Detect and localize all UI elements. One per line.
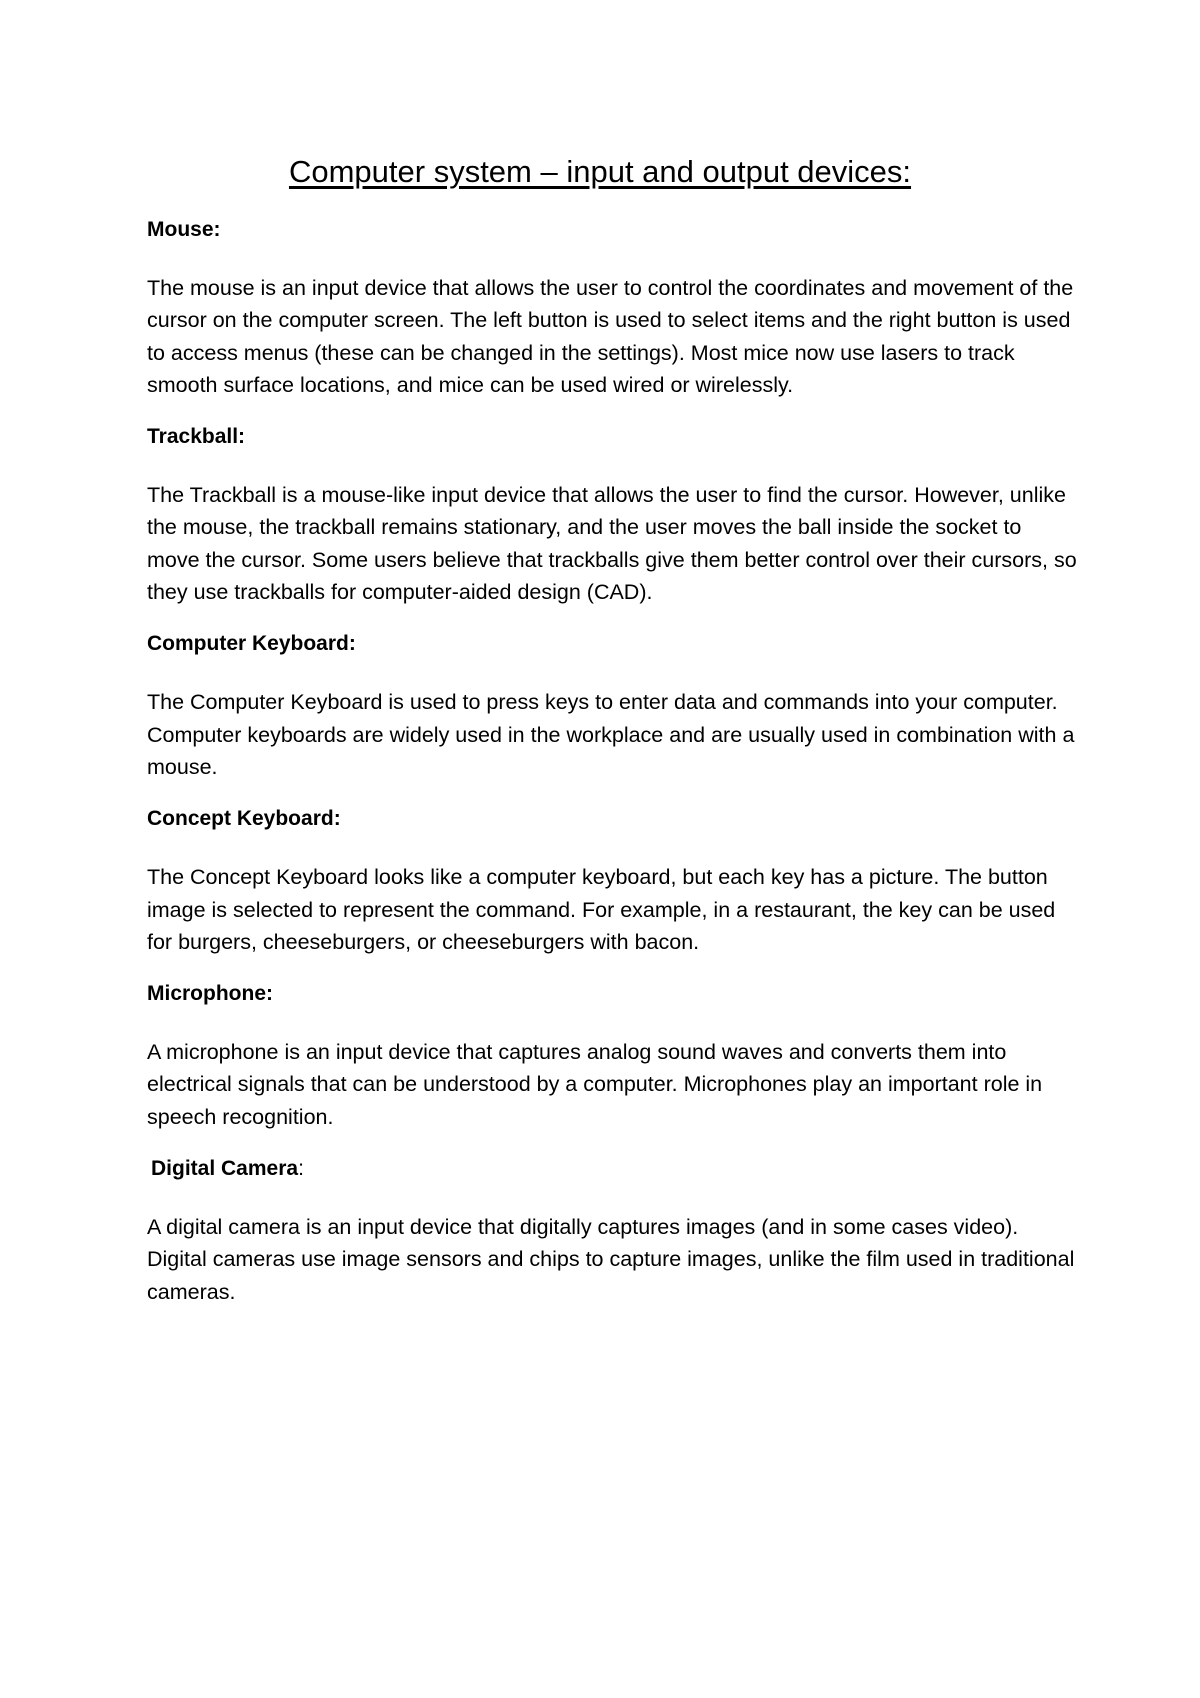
section-heading: Concept Keyboard: — [147, 807, 341, 831]
section-body: A digital camera is an input device that digitally captures images (and in some cases video). Digital cameras use image sensors and chips to capture images, unlike the film used in traditional cameras. — [147, 1215, 1075, 1304]
section-concept-keyboard — [147, 805, 1080, 958]
section-heading-text: Digital Camera — [151, 1157, 299, 1181]
section-body: The Trackball is a mouse-like input device that allows the user to find the cursor. However, unlike the mouse, the trackball remains stationary, and the user moves the ball inside the socket to move the cursor. Some users believe that trackballs give them better control over their cursors, so they use trackballs for computer-aided design (CAD). — [147, 483, 1077, 605]
section-heading — [147, 1155, 1080, 1183]
section-heading: Trackball: — [147, 425, 246, 449]
section-digital-camera — [147, 1155, 1080, 1308]
section-body: The Computer Keyboard is used to press keys to enter data and commands into your computer. Computer keyboards are widely used in the workplace and are usually used in combination with a mouse. — [147, 690, 1075, 779]
section-body: A microphone is an input device that captures analog sound waves and converts them into electrical signals that can be understood by a computer. Microphones play an important role in speech recognition. — [147, 1040, 1043, 1129]
section-body: The mouse is an input device that allows the user to control the coordinates and movement of the cursor on the computer screen. The left button is used to select items and the right button is used to access menus (these can be changed in the settings). Most mice now use lasers to track smooth surface locations, and mice can be used wired or wirelessly. — [147, 276, 1074, 397]
section-heading: Microphone: — [147, 982, 273, 1006]
section-microphone — [147, 980, 1080, 1133]
section-heading-colon: : — [298, 1157, 304, 1181]
section-mouse — [147, 216, 1080, 401]
document-title: Computer system – input and output devices: — [288, 154, 912, 189]
section-trackball — [147, 423, 1080, 608]
section-computer-keyboard — [147, 630, 1080, 783]
section-heading: Mouse: — [147, 218, 221, 241]
section-body: The Concept Keyboard looks like a computer keyboard, but each key has a picture. The button image is selected to represent the command. For example, in a restaurant, the key can be used for burgers, cheeseburgers, or cheeseburgers with bacon. — [147, 865, 1056, 954]
section-heading: Computer Keyboard: — [147, 632, 356, 656]
